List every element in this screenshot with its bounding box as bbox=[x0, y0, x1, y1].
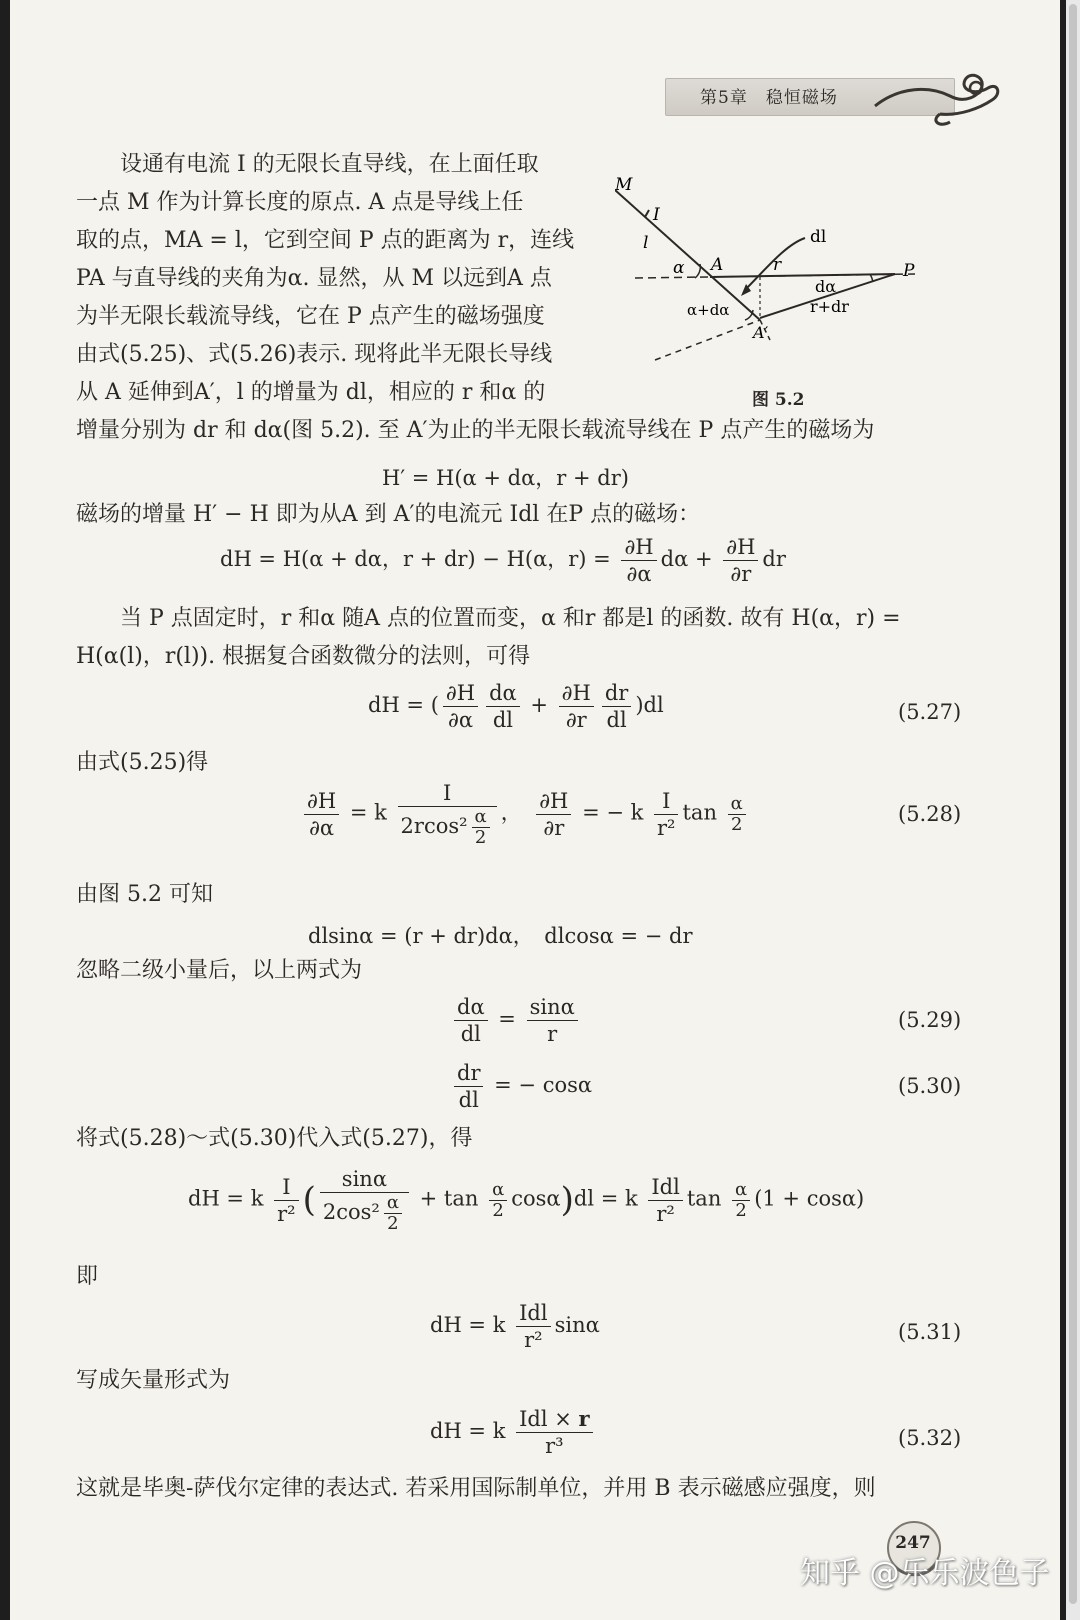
scrollbar[interactable] bbox=[1066, 0, 1080, 1620]
fraction bbox=[621, 534, 656, 587]
equation-dh bbox=[220, 534, 786, 587]
page-number: 247 bbox=[895, 1533, 931, 1553]
text-line: 由图 5.2 可知 bbox=[76, 882, 213, 907]
label-A: A bbox=[711, 255, 724, 275]
eq-term: dr bbox=[762, 547, 786, 571]
text-line: 取的点，MA = l，它到空间 P 点的距离为 r，连线 bbox=[76, 228, 575, 253]
ornament-icon bbox=[870, 66, 1010, 136]
text-line: 这就是毕奥-萨伐尔定律的表达式. 若采用国际制单位，并用 B 表示磁感应强度，则 bbox=[76, 1476, 876, 1501]
text-line: 由式(5.25)、式(5.26)表示. 现将此半无限长导线 bbox=[76, 342, 553, 367]
equation-hprime: H′ = H(α + dα，r + dr) bbox=[382, 466, 629, 490]
chapter-title: 第5章 稳恒磁场 bbox=[700, 88, 838, 108]
numerator: ∂H bbox=[723, 534, 758, 561]
equation-geometry: dlsinα = (r + dr)dα， dlcosα = − dr bbox=[308, 924, 693, 948]
book-page bbox=[10, 0, 1060, 1620]
text-line: 从 A 延伸到A′，l 的增量为 dl，相应的 r 和α 的 bbox=[76, 380, 546, 405]
figure-caption: 图 5.2 bbox=[752, 390, 805, 410]
text-line: 当 P 点固定时，r 和α 随A 点的位置而变，α 和r 都是l 的函数. 故有 H(α，r) = bbox=[120, 606, 901, 631]
label-r-dr: r+dr bbox=[810, 297, 849, 316]
label-alpha-dalpha: α+dα bbox=[687, 301, 730, 319]
text-line: H(α(l)，r(l)). 根据复合函数微分的法则，可得 bbox=[76, 644, 531, 669]
text-line: 一点 M 作为计算长度的原点. A 点是导线上任 bbox=[76, 190, 524, 215]
equation-5-32: dH = k $\frac{\text{Idl × r}}{\text{r³}}$ bbox=[430, 1406, 597, 1459]
watermark: 知乎 @乐乐波色子 bbox=[800, 1556, 1050, 1591]
figure-5-2 bbox=[615, 170, 945, 370]
equation-5-28: $\frac{\partial H}{\partial\alpha}$ = k I 2rcos² $\frac{\alpha}{2}$ ， $\frac{\partial H}{\partial r}$ = − k $\frac{I}{\text{r²}}$ tan $\frac{\alpha}{2}$ bbox=[300, 780, 750, 848]
eq-number: (5.31) bbox=[898, 1320, 962, 1344]
text-line: 即 bbox=[76, 1264, 99, 1289]
fraction bbox=[723, 534, 758, 587]
label-I: I bbox=[653, 205, 660, 225]
text-line: 为半无限长载流导线，它在 P 点产生的磁场强度 bbox=[76, 304, 545, 329]
equation-5-31: dH = k $\frac{\text{Idl}}{\text{r²}}$ sinα bbox=[430, 1301, 600, 1352]
label-M: M bbox=[615, 175, 633, 195]
label-dl: dl bbox=[810, 227, 827, 247]
text-line: 将式(5.28)～式(5.30)代入式(5.27)，得 bbox=[76, 1126, 473, 1151]
text-line: 忽略二级小量后，以上两式为 bbox=[76, 958, 363, 983]
text-line: 磁场的增量 H′ − H 即为从A 到 A′的电流元 Idl 在P 点的磁场： bbox=[76, 502, 701, 527]
eq-dh-lhs: dH = H(α + dα，r + dr) − H(α，r) = bbox=[220, 547, 611, 571]
equation-5-29: $\frac{d\alpha}{dl}$ = $\frac{\sin\alpha}{r}$ bbox=[450, 994, 582, 1047]
denominator: ∂α bbox=[626, 562, 652, 586]
label-dalpha: dα bbox=[815, 277, 837, 296]
equation-combined: dH = k $\frac{I}{\text{r²}}$ ( sinα 2cos² $\frac{\alpha}{2}$ + tan $\frac{\alpha}{2}$ cosα)dl = k $\frac{\text{Idl}}{\text{r²}}$ tan $\frac{\alpha}{2}$ (1 + cosα) bbox=[188, 1167, 865, 1234]
eq-number: (5.30) bbox=[898, 1074, 962, 1098]
text-line: 设通有电流 I 的无限长直导线，在上面任取 bbox=[120, 152, 539, 177]
eq-number: (5.28) bbox=[898, 802, 962, 826]
text-line: 写成矢量形式为 bbox=[76, 1368, 231, 1393]
equation-5-30: $\frac{dr}{dl}$ = − cosα bbox=[450, 1060, 592, 1113]
eq-term: dα + bbox=[660, 547, 713, 571]
text-line: 由式(5.25)得 bbox=[76, 750, 209, 775]
label-l: l bbox=[643, 233, 649, 253]
label-A-prime: A′ bbox=[753, 323, 769, 342]
scrollbar-thumb[interactable] bbox=[1069, 4, 1077, 1604]
equation-5-27: dH = ( $\frac{\partial H}{\partial\alpha}$ $\frac{d\alpha}{dl}$ + $\frac{\partial H}{\partial r}$ $\frac{dr}{dl}$ )dl bbox=[368, 681, 664, 732]
label-r: r bbox=[773, 255, 782, 275]
text-line: 增量分别为 dr 和 dα(图 5.2). 至 A′为止的半无限长载流导线在 P 点产生的磁场为 bbox=[76, 418, 875, 443]
numerator: ∂H bbox=[621, 534, 656, 561]
text-line: PA 与直导线的夹角为α. 显然，从 M 以远到A 点 bbox=[76, 266, 552, 291]
denominator: ∂r bbox=[730, 562, 752, 586]
label-P: P bbox=[903, 261, 915, 281]
eq-number: (5.27) bbox=[898, 700, 962, 724]
eq-number: (5.32) bbox=[898, 1426, 962, 1450]
label-alpha: α bbox=[673, 258, 685, 278]
eq-number: (5.29) bbox=[898, 1008, 962, 1032]
